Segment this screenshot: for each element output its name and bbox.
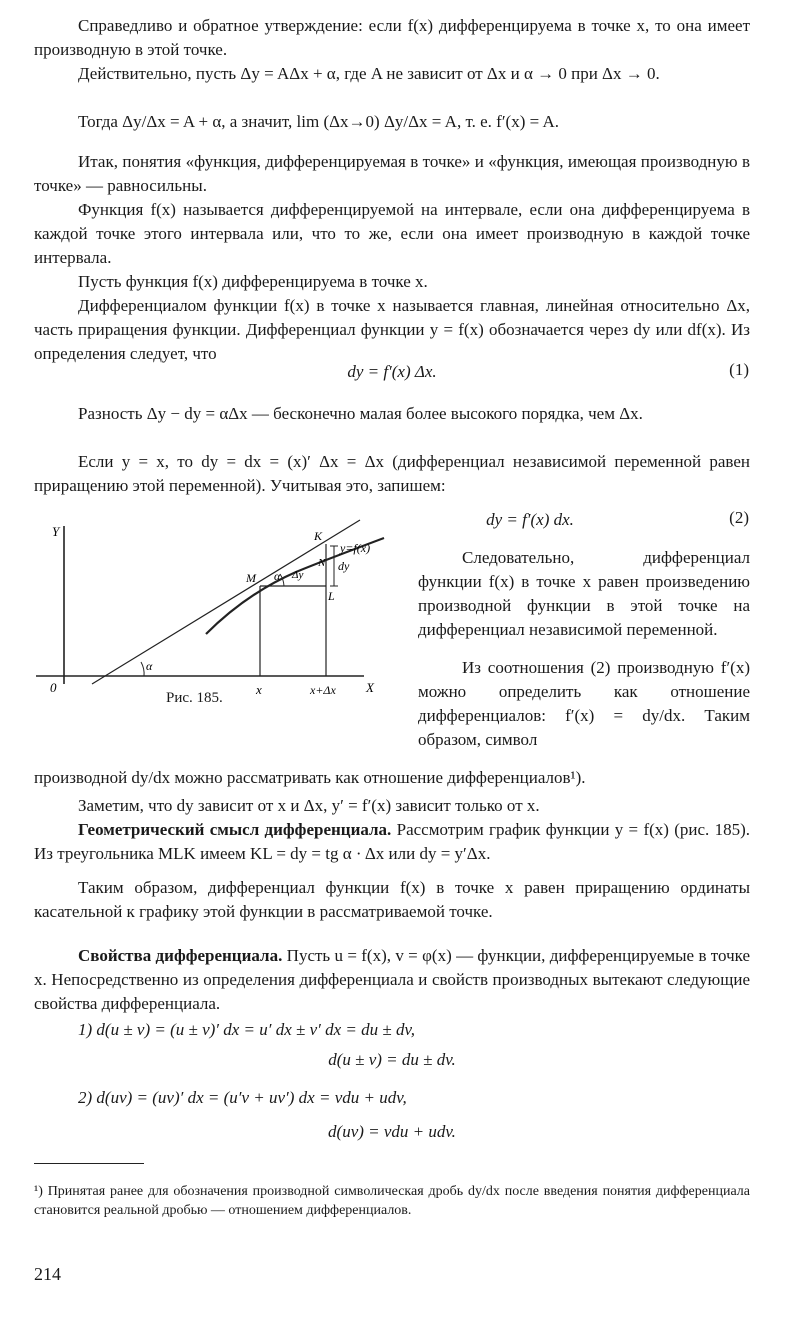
label-y-axis: Y (52, 524, 60, 539)
tangent-line (92, 520, 360, 684)
alpha-arc-bottom (141, 662, 144, 676)
equation-2-number: (2) (729, 508, 749, 527)
label-curve: y=f(x) (340, 541, 371, 555)
paragraph-independent-variable: Если y = x, то dy = dx = (x)′ Δx = Δx (дифференциал независимой переменной равен приращению этой переменной). Учитывая это, запишем: (34, 452, 750, 495)
paragraph-converse: Справедливо и обратное утверждение: если f(x) дифференцируема в точке x, то она имеет производную в этой точке. (34, 16, 750, 59)
label-K: K (314, 529, 323, 543)
page-number: 214 (34, 1264, 61, 1284)
paragraph-differential-definition: Дифференциалом функции f(x) в точке x называется главная, линейная относительно Δx, часть приращения функции. Дифференциал функции y = f(x) обозначается через dy или df(x). Из определения следует, что (34, 296, 750, 363)
paragraph-ratio: Из соотношения (2) производную f′(x) можно определить как отношение дифференциалов: f′(x) = dy/dx. Таким образом, символ (418, 658, 750, 749)
label-M: M (246, 571, 256, 585)
equation-1: dy = f′(x) Δx. (347, 362, 437, 381)
paragraph-geometric-meaning: Геометрический смысл дифференциала. Рассмотрим график функции y = f(x) (рис. 185). Из треугольника MLK имеем KL = dy = tg α · Δx или dy = y′Δx. (34, 820, 750, 863)
label-delta-y: Δy (292, 569, 304, 581)
label-x-axis: X (366, 680, 374, 695)
paragraph-proof: Действительно, пусть Δy = AΔx + α, где A не зависит от Δx и α → 0 при Δx → 0. (78, 64, 660, 83)
property-1-line-1: 1) d(u ± v) = (u ± v)′ dx = u′ dx ± v′ dx = du ± dv, (78, 1020, 416, 1039)
paragraph-equivalence: Итак, понятия «функция, дифференцируемая в точке» и «функция, имеющая производную в точке» — равносильны. (34, 152, 750, 195)
paragraph-difference: Разность Δy − dy = αΔx — бесконечно малая более высокого порядка, чем Δx. (78, 404, 643, 423)
equation-1-number: (1) (729, 360, 749, 379)
property-2-line-1: 2) d(uv) = (uv)′ dx = (u′v + uv′) dx = vdu + udv, (78, 1088, 407, 1107)
paragraph-derivative-symbol: производной dy/dx можно рассматривать как отношение дифференциалов¹). (34, 768, 586, 787)
property-1-line-2: d(u ± v) = du ± dv. (328, 1050, 456, 1069)
paragraph-limit: Тогда Δy/Δx = A + α, а значит, lim (Δx→0) Δy/Δx = A, т. е. f′(x) = A. (78, 112, 560, 131)
equation-2: dy = f′(x) dx. (486, 510, 574, 529)
figure-185 (34, 516, 410, 712)
paragraph-note: Заметим, что dy зависит от x и Δx, y′ = f′(x) зависит только от x. (78, 796, 540, 815)
label-L: L (328, 589, 335, 603)
paragraph-interval-definition: Функция f(x) называется дифференцируемой на интервале, если она дифференцируема в каждой точке этого интервала или, что то же, если она имеет производную в каждой точке интервала. (34, 200, 750, 267)
paragraph-geometric-conclusion: Следовательно, дифференциал функции f(x) в точке x равен произведению производной функции в этой точке на дифференциал независимой переменной. (418, 548, 750, 639)
paragraph-let-function: Пусть функция f(x) дифференцируема в точке x. (78, 272, 428, 291)
paragraph-increment-tangent: Таким образом, дифференциал функции f(x) в точке x равен приращению ординаты касательной к графику этой функции в рассматриваемой точке. (34, 878, 750, 921)
footnote-rule (34, 1163, 144, 1164)
differential-diagram (34, 516, 410, 712)
figure-caption: Рис. 185. (166, 690, 223, 706)
label-x: x (256, 682, 262, 697)
label-x-plus-dx: x+Δx (310, 683, 336, 697)
label-N: N (318, 557, 326, 569)
label-dy: dy (338, 559, 350, 573)
property-2-line-2: d(uv) = vdu + udv. (328, 1122, 456, 1141)
footnote: ¹) Принятая ранее для обозначения производной символическая дробь dy/dx после введения понятия дифференциала становится реальной дробью — отношением дифференциалов. (34, 1184, 750, 1218)
heading-properties: Свойства дифференциала. (78, 946, 283, 965)
paragraph-properties: Свойства дифференциала. Пусть u = f(x), v = φ(x) — функции, дифференцируемые в точке x. Непосредственно из определения дифференциала и свойств производных вытекают следующие свойства дифференциала. (34, 946, 750, 1013)
label-alpha-top: α (274, 569, 281, 583)
label-origin: 0 (50, 680, 57, 695)
heading-geometric-meaning: Геометрический смысл дифференциала. (78, 820, 392, 839)
label-alpha-bottom: α (146, 659, 153, 673)
